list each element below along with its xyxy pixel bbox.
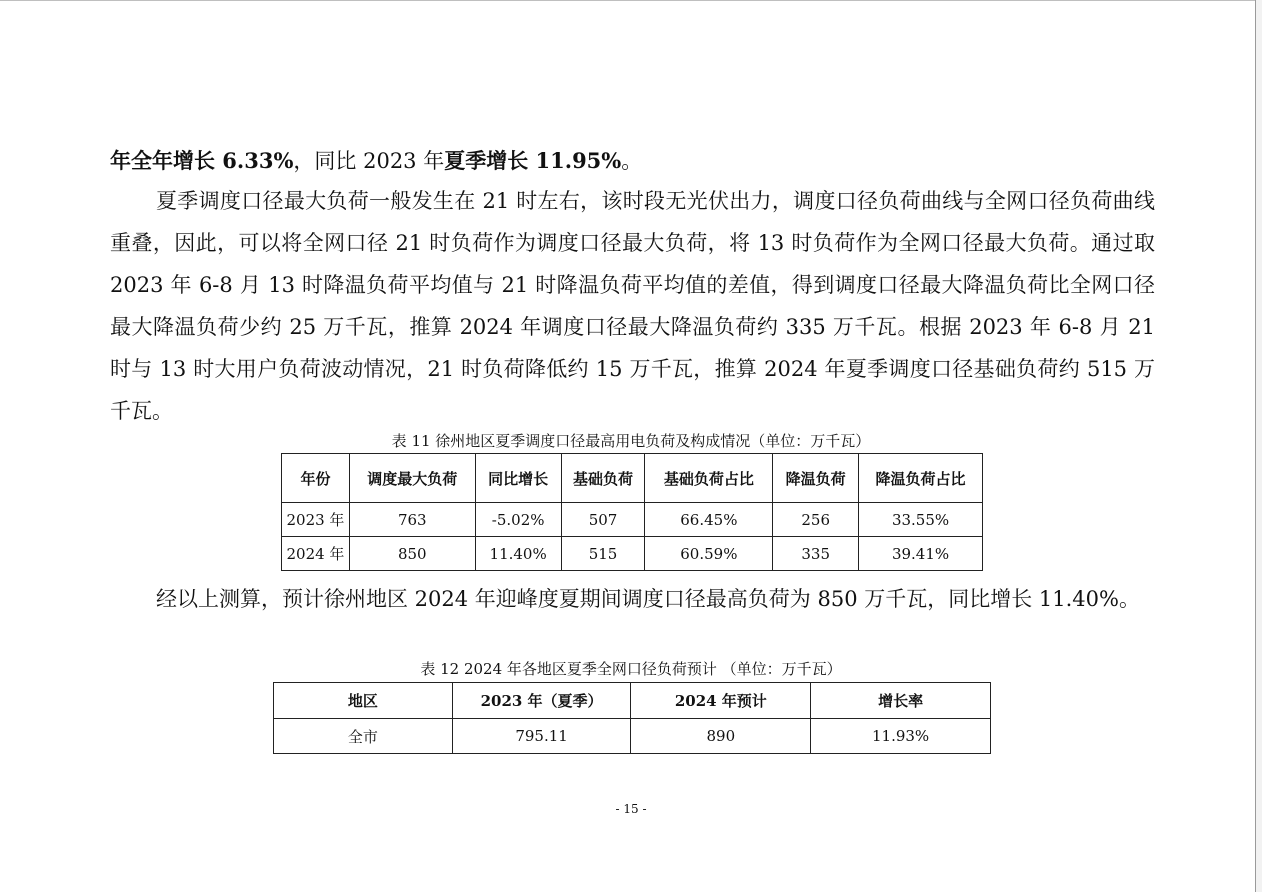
col-header: 基础负荷 [561,454,645,503]
table-cell: 2023 年 [282,503,350,537]
paragraph-forecast-conclusion: 经以上测算，预计徐州地区 2024 年迎峰度夏期间调度口径最高负荷为 850 万千瓦，同比增长 11.40%。 [156,587,1140,611]
table-11 [281,453,983,571]
col-header: 2023 年（夏季） [452,683,631,719]
table-12-caption: 表 12 2024 年各地区夏季全网口径负荷预计 （单位：万千瓦） [420,660,842,678]
table-cell: 763 [349,503,475,537]
bold-growth-summer: 夏季增长 11.95% [444,148,622,173]
table-11-caption: 表 11 徐州地区夏季调度口径最高用电负荷及构成情况（单位：万千瓦） [391,432,871,450]
table-row [282,503,983,537]
col-header: 年份 [282,454,350,503]
bold-growth-annual: 年全年增长 6.33% [110,148,294,173]
table-cell: 507 [561,503,645,537]
table-cell: 60.59% [645,537,773,571]
page-number: - 15 - [615,802,647,816]
table-cell: 11.93% [811,719,991,754]
col-header: 基础负荷占比 [645,454,773,503]
table-header-row [274,683,991,719]
plain-text: ，同比 2023 年 [293,149,445,173]
period: 。 [621,149,643,173]
table-row [282,537,983,571]
table-cell: 850 [349,537,475,571]
col-header: 降温负荷 [773,454,859,503]
table-cell: 256 [773,503,859,537]
table-cell: 33.55% [859,503,983,537]
page-top-border [0,0,1262,1]
table-cell: 39.41% [859,537,983,571]
col-header: 降温负荷占比 [859,454,983,503]
col-header: 同比增长 [475,454,561,503]
table-cell: 515 [561,537,645,571]
table-header-row [282,454,983,503]
col-header: 增长率 [811,683,991,719]
col-header: 调度最大负荷 [349,454,475,503]
col-header: 2024 年预计 [631,683,811,719]
table-12 [273,682,991,754]
paragraph-continued [110,140,1155,182]
table-cell: 2024 年 [282,537,350,571]
table-cell: 795.11 [452,719,631,754]
col-header: 地区 [274,683,453,719]
table-cell: 890 [631,719,811,754]
paragraph-peak-load-analysis: 夏季调度口径最大负荷一般发生在 21 时左右，该时段无光伏出力，调度口径负荷曲线与全网口径负荷曲线重叠，因此，可以将全网口径 21 时负荷作为调度口径最大负荷，将 13 时负荷作为全网口径最大负荷。通过取 2023 年 6-8 月 13 时降温负荷平均值与 21 时降温负荷平均值的差值，得到调度口径最大降温负荷比全网口径最大降温负荷少约 25 万千瓦，推算 2024 年调度口径最大降温负荷约 335 万千瓦。根据 2023 年 6-8 月 21 时与 13 时大用户负荷波动情况，21 时负荷降低约 15 万千瓦，推算 2024 年夏季调度口径基础负荷约 515 万千瓦。 [110,189,1155,423]
table-cell: -5.02% [475,503,561,537]
table-row [274,719,991,754]
table-cell: 全市 [274,719,453,754]
table-cell: 335 [773,537,859,571]
table-cell: 11.40% [475,537,561,571]
table-cell: 66.45% [645,503,773,537]
